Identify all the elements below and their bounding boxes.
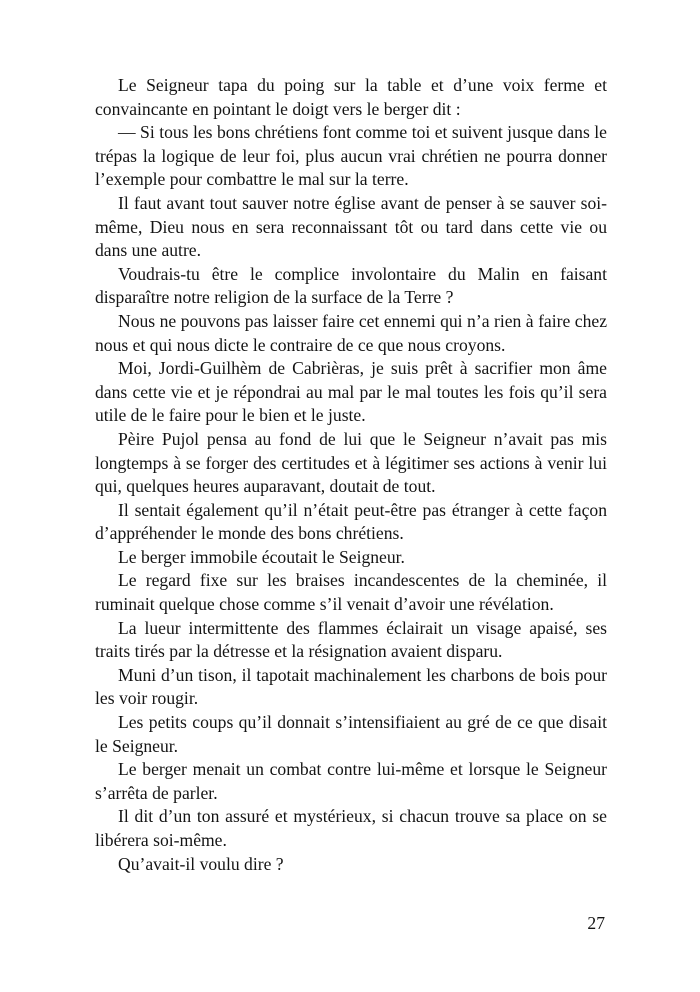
- paragraph: Muni d’un tison, il tapotait machinalement les charbons de bois pour les voir rougir.: [95, 664, 607, 709]
- paragraph: Moi, Jordi-Guilhèm de Cabrièras, je suis prêt à sacrifier mon âme dans cette vie et je répondrai au mal par le mal toutes les fois qu’il sera utile de le faire pour le bien et le juste.: [95, 358, 607, 426]
- paragraph: Il sentait également qu’il n’était peut-être pas étranger à cette façon d’appréhender le monde des bons chrétiens.: [95, 499, 607, 544]
- page-body: [95, 74, 607, 876]
- paragraph: — Si tous les bons chrétiens font comme toi et suivent jusque dans le trépas la logique de leur foi, plus aucun vrai chrétien ne pourra donner l’exemple pour combattre le mal sur la terre.: [95, 122, 607, 190]
- paragraph: Le berger menait un combat contre lui-même et lorsque le Seigneur s’arrêta de parler.: [95, 759, 607, 803]
- paragraph: Le regard fixe sur les braises incandescentes de la cheminée, il ruminait quelque chose comme s’il venait d’avoir une révélation.: [95, 570, 607, 615]
- page-number: 27: [587, 913, 605, 933]
- paragraph: Pèire Pujol pensa au fond de lui que le Seigneur n’avait pas mis longtemps à se forger des certitudes et à légitimer ses actions à venir lui qui, quelques heures auparavant, doutait de tout.: [95, 428, 607, 497]
- paragraph: Le berger immobile écoutait le Seigneur.: [118, 546, 405, 567]
- paragraph: La lueur intermittente des flammes éclairait un visage apaisé, ses traits tirés par la détresse et la résignation avaient disparu.: [95, 617, 607, 662]
- paragraph: Il faut avant tout sauver notre église avant de penser à se sauver soi-même, Dieu nous en sera reconnaissant tôt ou tard dans cette vie ou dans une autre.: [95, 192, 607, 261]
- paragraph: Les petits coups qu’il donnait s’intensifiaient au gré de ce que disait le Seigneur.: [95, 712, 607, 756]
- paragraph: Qu’avait-il voulu dire ?: [118, 853, 284, 874]
- paragraph: Nous ne pouvons pas laisser faire cet ennemi qui n’a rien à faire chez nous et qui nous dicte le contraire de ce que nous croyons.: [95, 310, 607, 355]
- paragraph: Il dit d’un ton assuré et mystérieux, si chacun trouve sa place on se libérera soi-même.: [95, 806, 607, 850]
- paragraph: Voudrais-tu être le complice involontaire du Malin en faisant disparaître notre religion de la surface de la Terre ?: [95, 263, 607, 308]
- paragraph: Le Seigneur tapa du poing sur la table et d’une voix ferme et convaincante en pointant le doigt vers le berger dit :: [95, 75, 607, 119]
